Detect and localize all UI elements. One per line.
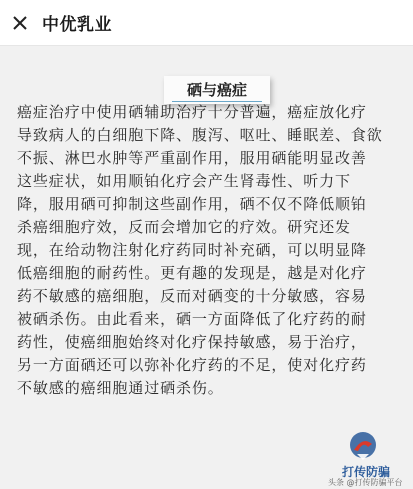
account-title: 中优乳业 (42, 15, 112, 35)
article-title-box (164, 76, 270, 104)
article-line: 杀癌细胞疗效，反而会增加它的疗效。研究还发 (17, 218, 351, 236)
article-line: 药性，使癌细胞始终对化疗保持敏感，易于治疗， (17, 333, 367, 351)
article-line: 低癌细胞的耐药性。更有趣的发现是，越是对化疗 (17, 264, 367, 282)
article-line: 导致病人的白细胞下降、腹泻、呕吐、睡眠差、食欲 (17, 126, 383, 144)
top-bar (0, 0, 413, 46)
article-body (17, 101, 401, 400)
article-line: 现，在给动物注射化疗药同时补充硒，可以明显降 (17, 241, 367, 259)
watermark-logo-icon (348, 430, 378, 462)
article-line: 被硒杀伤。由此看来，硒一方面降低了化疗药的耐 (17, 310, 367, 328)
close-icon[interactable] (12, 15, 28, 31)
close-button[interactable] (2, 0, 38, 45)
article-line: 不振、淋巴水肿等严重副作用，服用硒能明显改善 (17, 149, 367, 167)
watermark-text-main: 打传防骗 (342, 465, 391, 479)
article-line: 另一方面硒还可以弥补化疗药的不足，使对化疗药 (17, 356, 367, 374)
article-line: 癌症治疗中使用硒辅助治疗十分普遍，癌症放化疗 (17, 103, 367, 121)
watermark (326, 430, 412, 488)
article-line: 降，服用硒可抑制这些副作用，硒不仅不降低顺铂 (17, 195, 367, 213)
article-title: 硒与癌症 (186, 81, 247, 99)
article-line: 这些症状，如用顺铂化疗会产生肾毒性、听力下 (17, 172, 351, 190)
article-line: 药不敏感的癌细胞，反而对硒变的十分敏感，容易 (17, 287, 367, 305)
article-line: 不敏感的癌细胞通过硒杀伤。 (17, 379, 224, 397)
watermark-text-sub: 头条 @打传防骗平台 (328, 478, 403, 487)
